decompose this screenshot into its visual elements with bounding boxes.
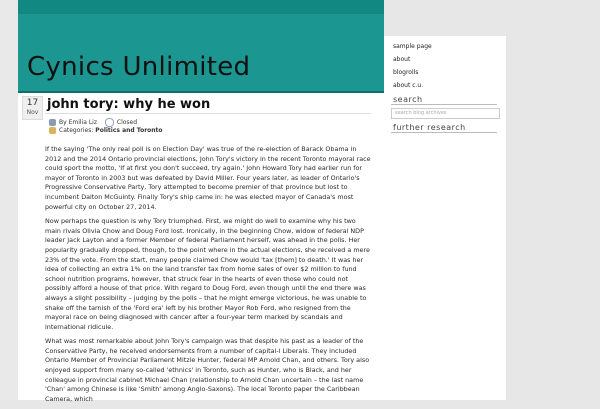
user-icon <box>49 119 56 126</box>
post-body <box>45 145 373 409</box>
comment-icon <box>105 118 114 127</box>
post-categories-row <box>49 127 163 134</box>
post-comments: Closed <box>116 119 138 126</box>
post-paragraph: Now perhaps the question is why Tory triumphed. First, we might do well to examine why his two main rivals Olivia Chow and Doug Ford lost. Ironically, in the beginning Chow, widow of federal NDP leader Jack Layton and a former Member of federal Parliament herself, was ahead in the polls. Her popularity gradually dropped, though, to the point where in the actual elections, she received a mere 23% of the vote. From the start, many people claimed Chow would 'tax [them] to death.' It was her idea of collecting an extra 1% on the land transfer tax from home sales of over $2 million to fund school nutrition programs, however, that struck fear in the hearts of even those who could not possibly afford a house of that price. With regard to Doug Ford, even though until the end there was always a slight possibility – judging by the polls – that he might emerge victorious, he was unable to shake off the tarnish of the 'Ford era' left by his brother Mayor Rob Ford, who resigned from the mayoral race on being diagnosed with cancer after a four-year term marked by scandals and international ridicule. <box>45 217 370 331</box>
further-research-divider <box>391 132 497 133</box>
right-gutter <box>506 0 600 400</box>
title-divider <box>45 113 371 114</box>
left-gutter <box>0 0 18 400</box>
categories-prefix: Categories: <box>59 127 94 134</box>
sidebar-link-blogrolls[interactable]: blogrolls <box>393 69 419 76</box>
post-author[interactable]: Emilia Liz <box>68 119 97 126</box>
post-author-row <box>49 118 137 127</box>
post-date <box>22 96 43 120</box>
site-title[interactable]: Cynics Unlimited <box>27 52 251 82</box>
site-header <box>18 0 384 93</box>
further-research-heading: further research <box>393 123 466 132</box>
author-prefix: By <box>59 119 67 126</box>
post-paragraph: What was most remarkable about John Tory's campaign was that despite his past as a leader of the Conservative Party, he received endorsements from a number of capital-l Liberals. They included Ontario Member of Provincial Parliament Mitzie Hunter, federal MP Arnold Chan, and others. Tory also enjoyed support from many so-called 'ethnics' in Toronto, such as Hunter, who is Black, and her colleague in provincial cabinet Michael Chan (relationship to Arnold Chan uncertain – the last name 'Chan' among Chinese is like 'Smith' among Anglo-Saxons). The local Toronto paper the Caribbean Camera, which <box>45 337 370 403</box>
search-input[interactable]: search blog archives <box>391 108 500 119</box>
folder-icon <box>49 127 56 134</box>
search-divider <box>391 104 497 105</box>
sidebar-link-about-cu[interactable]: about c.u. <box>393 82 424 89</box>
search-heading: search <box>393 95 423 104</box>
post-categories[interactable]: Politics and Toronto <box>95 127 163 134</box>
post-month: Nov <box>26 109 39 116</box>
post-day: 17 <box>26 98 39 108</box>
sidebar-link-sample-page[interactable]: sample page <box>393 43 432 50</box>
sidebar-link-about[interactable]: about <box>393 56 411 63</box>
sidebar-top <box>384 0 506 36</box>
header-stripe <box>18 0 384 14</box>
post-title[interactable]: john tory: why he won <box>47 97 211 112</box>
post-paragraph: If the saying 'The only real poll is on Election Day' was true of the re-election of Barack Obama in 2012 and the 2014 Ontario provincial elections, John Tory's victory in the recent Toronto mayoral race could sport the motto, 'If at first you don't succeed, try again.' John Howard Tory had earlier run for mayor of Toronto in 2003 but was defeated by David Miller. Four years later, as leader of Ontario's Progressive Conservative Party, Tory attempted to become premier of that province but lost to incumbent Dalton McGuinty. Finally Tory's ship came in: he was elected mayor of Canada's most powerful city on October 27, 2014. <box>45 145 371 211</box>
